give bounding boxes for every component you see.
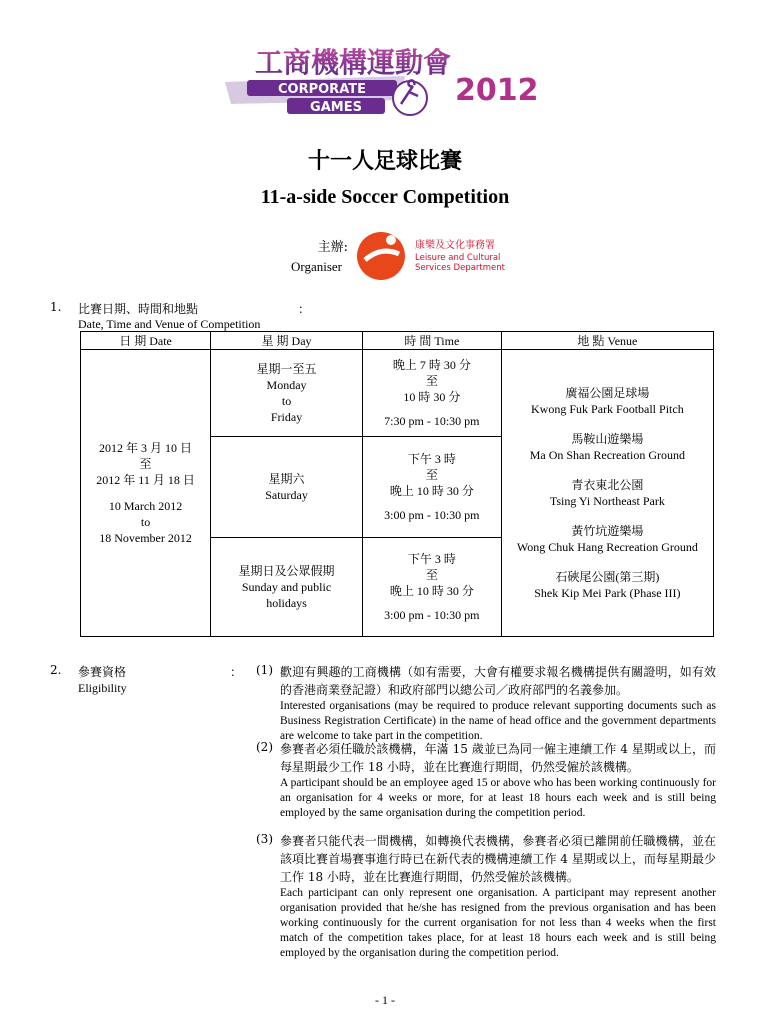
day-en: Friday: [270, 410, 303, 424]
date-en-2: to: [140, 515, 151, 529]
eligibility-item: [256, 740, 716, 821]
logo-en-line2: GAMES: [310, 100, 362, 115]
date-en-3: 18 November 2012: [99, 531, 192, 545]
item-text-en: Each participant can only represent one organisation. A participant may represent another organisation provided that he/she has resigned from the previous organisation and has been working continuously for the current organisation for not less than 4 weeks when the first match of the competition takes place, for at least 18 hours each week and is still being employed by the organisation during the competition period.: [280, 887, 716, 959]
venue-en: Kwong Fuk Park Football Pitch: [531, 402, 684, 416]
time-en: 3:00 pm - 10:30 pm: [384, 508, 480, 522]
time-zh: 至: [425, 468, 438, 482]
header-day: 星 期 Day: [211, 332, 363, 350]
item-text-en: A participant should be an employee aged 15 or above who has been working continuously for an organisation for 4 weeks or more, for at least 18 hours each week and is still being employed by the same organisation during the competition period.: [280, 777, 716, 819]
eligibility-item: [256, 832, 716, 961]
lcsd-logo-en1: Leisure and Cultural: [415, 253, 501, 263]
table-header-row: [81, 332, 714, 350]
section2-heading-zh: 參賽資格: [78, 665, 127, 679]
day-cell: [211, 350, 363, 437]
section1-heading-zh: 比賽日期、時間和地點: [78, 302, 199, 316]
day-zh: 星期一至五: [256, 362, 317, 376]
corporate-games-logo: [225, 42, 539, 120]
venue-cell: [501, 350, 713, 637]
time-zh: 下午 3 時: [407, 552, 456, 566]
venue-zh: 石硤尾公園(第三期): [555, 570, 660, 584]
venue-zh: 黃竹坑遊樂場: [571, 524, 644, 538]
lcsd-logo: [355, 226, 515, 286]
time-zh: 下午 3 時: [407, 452, 456, 466]
day-en: holidays: [266, 596, 307, 610]
day-zh: 星期日及公眾假期: [238, 564, 335, 578]
section2-colon: ：: [230, 665, 243, 679]
time-cell: [362, 350, 501, 437]
time-cell: [362, 437, 501, 538]
header-date: 日 期 Date: [81, 332, 211, 350]
item-text-en: Interested organisations (may be required to produce relevant supporting documents such as Business Registration Certificate) in the name of head office and the government departments are welcome to take part in the competition.: [280, 700, 716, 742]
item-number: (3): [256, 832, 273, 846]
day-en: Saturday: [265, 488, 308, 502]
logo-year: 2012: [455, 73, 539, 108]
venue-en: Ma On Shan Recreation Ground: [529, 448, 685, 462]
day-cell: [211, 437, 363, 538]
lcsd-logo-zh: 康樂及文化事務署: [415, 240, 495, 251]
venue-en: Wong Chuk Hang Recreation Ground: [516, 540, 698, 554]
day-cell: [211, 538, 363, 637]
venue-zh: 青衣東北公園: [571, 478, 644, 492]
section2-heading-en: Eligibility: [78, 681, 127, 695]
time-zh: 10 時 30 分: [403, 390, 461, 404]
time-en: 3:00 pm - 10:30 pm: [384, 608, 480, 622]
time-zh: 晚上 10 時 30 分: [389, 484, 474, 498]
time-en: 7:30 pm - 10:30 pm: [384, 414, 480, 428]
page-title-en: 11-a-side Soccer Competition: [260, 186, 510, 208]
organiser-label-en: Organiser: [290, 259, 342, 274]
item-number: (2): [256, 740, 273, 754]
header-time: 時 間 Time: [362, 332, 501, 350]
day-en: Monday: [266, 378, 307, 392]
page-number: - 1 -: [375, 993, 395, 1007]
section1-heading-en: Date, Time and Venue of Competition: [78, 317, 261, 331]
venue-zh: 廣福公園足球場: [565, 386, 650, 400]
day-en: Sunday and public: [241, 580, 332, 594]
item-text-zh: 參賽者只能代表一間機構，如轉換代表機構，參賽者必須已離開前任職機構，並在該項比賽首場賽事進行時已在新代表的機構連續工作 4 星期或以上，而每星期最少工作 18 小時，並在比賽進行期間，仍然受僱於該機構。: [280, 834, 716, 884]
date-zh-3: 2012 年 11 月 18 日: [96, 473, 195, 487]
organiser-label-zh: 主辦:: [317, 240, 348, 255]
time-zh: 晚上 7 時 30 分: [392, 358, 471, 372]
time-zh: 晚上 10 時 30 分: [389, 584, 474, 598]
item-text-zh: 參賽者必須任職於該機構，年滿 15 歲並已為同一僱主連續工作 4 星期或以上，而每星期最少工作 18 小時，並在比賽進行期間，仍然受僱於該機構。: [280, 742, 716, 774]
date-zh-2: 至: [139, 457, 152, 471]
table-row: [81, 350, 714, 437]
schedule-table: [80, 331, 714, 637]
logo-zh-text: 工商機構運動會: [255, 46, 452, 79]
header-venue: 地 點 Venue: [501, 332, 713, 350]
time-zh: 至: [425, 374, 438, 388]
item-number: (1): [256, 663, 273, 677]
lcsd-logo-en2: Services Department: [415, 263, 505, 273]
day-en: to: [281, 394, 292, 408]
time-cell: [362, 538, 501, 637]
section2-number: 2.: [50, 663, 62, 677]
time-zh: 至: [425, 568, 438, 582]
item-text-zh: 歡迎有興趣的工商機構（如有需要，大會有權要求報名機構提供有關證明，如有效的香港商業登記證）和政府部門以總公司／政府部門的名義參加。: [280, 665, 716, 697]
date-zh-1: 2012 年 3 月 10 日: [99, 441, 193, 455]
eligibility-item: [256, 663, 716, 744]
section1-number: 1.: [50, 300, 62, 314]
logo-en-line1: CORPORATE: [278, 82, 366, 97]
venue-en: Tsing Yi Northeast Park: [549, 494, 665, 508]
date-en-1: 10 March 2012: [108, 499, 183, 513]
venue-zh: 馬鞍山遊樂場: [571, 432, 644, 446]
day-zh: 星期六: [268, 472, 305, 486]
venue-en: Shek Kip Mei Park (Phase III): [534, 586, 681, 600]
date-cell: [81, 350, 211, 637]
page-title-zh: 十一人足球比賽: [307, 148, 462, 174]
section1-colon: ：: [298, 302, 311, 316]
